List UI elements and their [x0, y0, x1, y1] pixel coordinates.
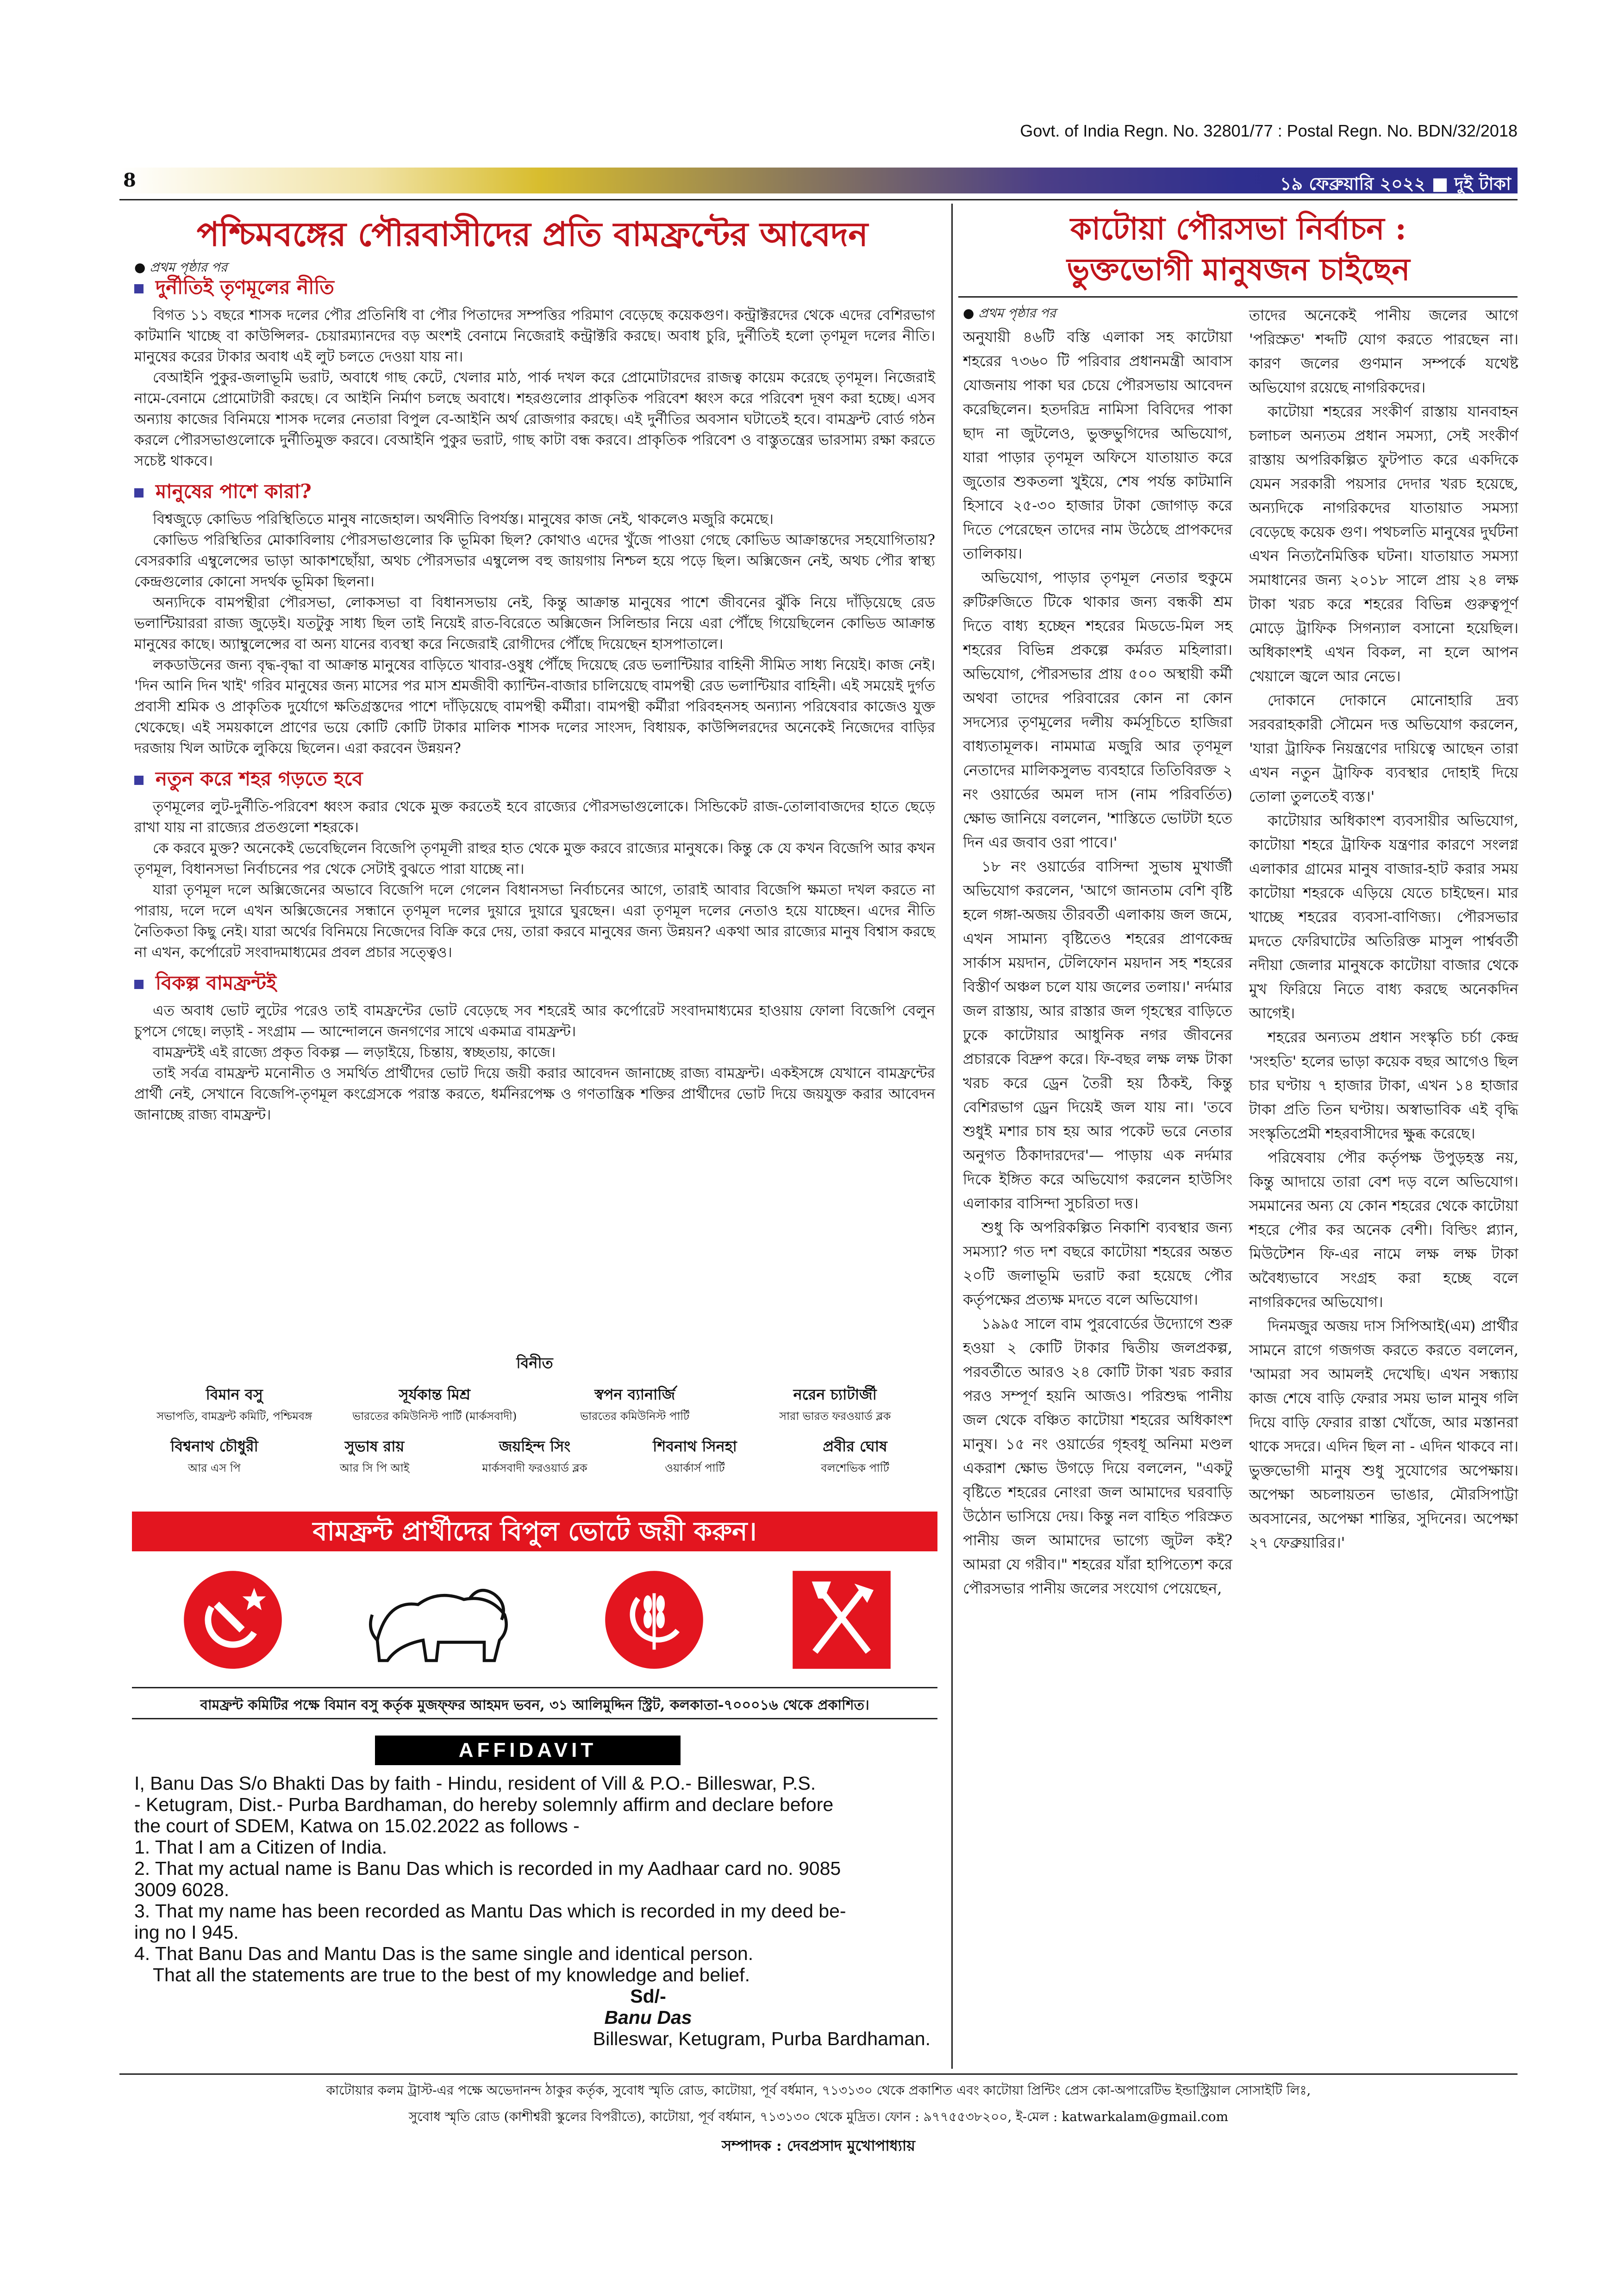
- affidavit-title: AFFIDAVIT: [375, 1736, 681, 1765]
- signatory: স্বপন ব্যানার্জি ভারতের কমিউনিস্ট পার্টি: [580, 1386, 690, 1423]
- affidavit-line: 2. That my actual name is Banu Das which is recorded in my Aadhaar card no. 9085: [134, 1858, 841, 1879]
- rule: [132, 1718, 937, 1719]
- paragraph: বামফ্রন্টই এই রাজ্যে প্রকৃত বিকল্প — লড়াইয়ে, চিন্তায়, স্বচ্ছতায়, কাজে।: [153, 1044, 556, 1061]
- section-title: দুর্নীতিই তৃণমূলের নীতি: [134, 272, 935, 305]
- signatory: শিবনাথ সিনহা ওয়ার্কার্স পার্টি: [653, 1437, 737, 1475]
- affidavit-line: - Ketugram, Dist.- Purba Bardhaman, do hereby solemnly affirm and declare before: [134, 1794, 834, 1815]
- affidavit-body: [134, 1773, 940, 2049]
- affidavit-line: That all the statements are true to the best of my knowledge and belief.: [153, 1964, 750, 1985]
- signature-block: [134, 1351, 935, 1478]
- rule: [119, 2073, 1518, 2075]
- vote-banner: বামফ্রন্ট প্রার্থীদের বিপুল ভোটে জয়ী করুন।: [132, 1512, 937, 1551]
- editor-line: সম্পাদক : দেবপ্রসাদ মুখোপাধ্যায়: [722, 2137, 915, 2154]
- paragraph: কে করবে মুক্ত? অনেকেই ভেবেছিলেন বিজেপি তৃণমূলী রাহুর হাত থেকে মুক্ত করবে রাজ্যের মানুষকে। কিন্তু কে যে কখন বিজেপি আর কখন তৃণমূল, বিধানসভা নির্বাচনের পর থেকে সেটাই বুঝতে পারা যাচ্ছে না।: [134, 840, 935, 877]
- signatory: সূর্যকান্ত মিশ্র ভারতের কমিউনিস্ট পার্টি (মার্কসবাদী): [352, 1386, 517, 1423]
- right-col-1: [963, 303, 1232, 2066]
- date-price: ১৯ ফেব্রুয়ারি ২০২২ ■ দুই টাকা: [1280, 173, 1511, 194]
- paragraph: বিগত ১১ বছরে শাসক দলের পৌর প্রতিনিধি বা পৌর পিতাদের সম্পত্তির পরিমাণ বেড়েছে কয়েকগুণ। কন্ট্রাক্টরদের থেকে এদের বেশিরভাগ কাটমানি খাচ্ছে বা কাউন্সিলর- চেয়ারম্যানদের বড় অংশই বেনামে নিজেরাই কন্ট্রাক্টরি করছে। অবাধ চুরি, দুর্নীতিই হলো তৃণমূল দলের নীতি। মানুষের করের টাকার অবাধ এই লুট চলতে দেওয়া যায় না।: [134, 307, 935, 365]
- page-number: 8: [123, 169, 136, 191]
- affidavit-line: the court of SDEM, Katwa on 15.02.2022 as follows -: [134, 1815, 580, 1836]
- affidavit-address: Billeswar, Ketugram, Purba Bardhaman.: [593, 2028, 931, 2049]
- signoff: বিনীত: [516, 1354, 553, 1372]
- affidavit-line: 4. That Banu Das and Mantu Das is the same single and identical person.: [134, 1943, 754, 1964]
- spade-axe-icon: [788, 1567, 895, 1673]
- paragraph: অনুযায়ী ৪৬টি বস্তি এলাকা সহ কাটোয়া শহরের ৭৩৬০ টি পরিবার প্রধানমন্ত্রী আবাস যোজনায় পাকা ঘর চেয়ে পৌরসভায় আবেদন করেছিলেন। হতদরিদ্র নামিসা বিবিদের পাকা ছাদ না জুটলেও, ভুক্তভুগিদের অভিযোগ, যারা পাড়ার তৃণমূল অফিসে যাতায়াত করে জুতোর শুকতলা খুইয়ে, শেষ পর্যন্ত কাটমানি হিসাবে ২৫-৩০ হাজার টাকা জোগাড় করে দিতে পেরেছেন তাদের নাম উঠেছে প্রাপকদের তালিকায়।: [963, 328, 1232, 562]
- rule: [958, 296, 1518, 298]
- paragraph: বিশ্বজুড়ে কোভিড পরিস্থিতিতে মানুষ নাজেহাল। অর্থনীতি বিপর্যস্ত। মানুষের কাজ নেই, থাকলেও মজুরি কমেছে।: [153, 511, 774, 528]
- paragraph: লকডাউনের জন্য বৃদ্ধ-বৃদ্ধা বা আক্রান্ত মানুষের বাড়িতে খাবার-ওষুধ পৌঁছে দিয়েছে রেড ভলান্টিয়ার বাহিনী সীমিত সাধ্য নিয়েই। কাজ নেই। 'দিন আনি দিন খাই' গরিব মানুষের জন্য মাসের পর মাস শ্রমজীবী ক্যান্টিন-বাজার চালিয়েছে বামপন্থী রেড ভলান্টিয়ার বাহিনী। এই সময়েই দুর্গত প্রবাসী শ্রমিক ও প্রাকৃতিক দুর্যোগে ক্ষতিগ্রস্তদের পাশে দাঁড়িয়েছে বামপন্থী কর্মীরা। বামপন্থী কর্মীরা পরিবহনসহ অন্যান্য পরিষেবার কাজেও যুক্ত থেকেছে। এই সময়কালে প্রাণের ভয়ে কোটি কোটি টাকার মালিক শাসক দলের সাংসদ, বিধায়ক, কাউন্সিলরদের অনেকেই নিজেদের বাড়ির দরজায় খিল আটকে লুকিয়ে ছিলেন। এরা করবেন উন্নয়ন?: [134, 657, 935, 757]
- top-bar: [119, 168, 1518, 193]
- affidavit-line: 3009 6028.: [134, 1879, 230, 1900]
- paragraph: কোভিড পরিস্থিতির মোকাবিলায় পৌরসভাগুলোর কি ভূমিকা ছিল? কোথাও এদের খুঁজে পাওয়া গেছে কোভিড আক্রান্তদের সহযোগিতায়? বেসরকারি এম্বুলেন্সের ভাড়া আকাশছোঁয়া, অথচ পৌরসভার এম্বুলেন্স বহু জায়গায় নিশ্চল হয়ে পড়ে ছিল। অক্সিজেন নেই, অথচ পৌর স্বাস্থ্য কেন্দ্রগুলোর কোনো সদর্থক ভূমিকা ছিলনা।: [134, 532, 935, 590]
- paragraph: তৃণমূলের লুট-দুর্নীতি-পরিবেশ ধ্বংস করার থেকে মুক্ত করতেই হবে রাজ্যের পৌরসভাগুলোকে। সিন্ডিকেট রাজ-তোলাবাজদের হাতে ছেড়ে রাখা যায় না রাজ্যের প্রতগুলো শহরকে।: [134, 798, 935, 836]
- continued-note: ● প্রথম পৃষ্ঠার পর: [963, 305, 1056, 321]
- paragraph: শহরের অন্যতম প্রধান সংস্কৃতি চর্চা কেন্দ্র 'সংহতি' হলের ভাড়া কয়েক বছর আগেও ছিল চার ঘণ্টায় ৭ হাজার টাকা, এখন ১৪ হাজার টাকা প্রতি তিন ঘণ্টায়। অস্বাভাবিক এই বৃদ্ধি সংস্কৃতিপ্রেমী শহরবাসীদের ক্ষুব্ধ করেছে।: [1249, 1028, 1518, 1142]
- paragraph: কাটোয়ার অধিকাংশ ব্যবসায়ীর অভিযোগ, কাটোয়া শহরে ট্রাফিক যন্ত্রণার কারণে সংলগ্ন এলাকার গ্রামের মানুষ বাজার-হাট করার সময় কাটোয়া শহরকে এড়িয়ে যেতে চাইছেন। মার খাচ্ছে শহরের ব্যবসা-বাণিজ্য। পৌরসভার মদতে ফেরিঘাটের অতিরিক্ত মাসুল পার্শ্ববর্তী নদীয়া জেলার মানুষকে কাটোয়া বাজার থেকে মুখ ফিরিয়ে নিতে বাধ্য করছে অনেকদিন আগেই।: [1249, 812, 1518, 1022]
- signatory: জয়হিন্দ সিং মার্কসবাদী ফরওয়ার্ড ব্লক: [482, 1437, 587, 1475]
- imprint: [119, 2080, 1518, 2159]
- affidavit-signer: Banu Das: [604, 2007, 692, 2028]
- lion-icon: [367, 1567, 520, 1673]
- registration-line: Govt. of India Regn. No. 32801/77 : Postal Regn. No. BDN/32/2018: [1020, 121, 1518, 140]
- publisher-note: বামফ্রন্ট কমিটির পক্ষে বিমান বসু কর্তৃক মুজফ্ফর আহমদ ভবন, ৩১ আলিমুদ্দিন স্ট্রিট, কলকাতা-৭০০০১৬ থেকে প্রকাশিত।: [200, 1697, 869, 1713]
- paragraph: শুধু কি অপরিকল্পিত নিকাশি ব্যবস্থার জন্য সমস্যা? গত দশ বছরে কাটোয়া শহরের অন্তত ২০টি জলাভূমি ভরাট করা হয়েছে পৌর কর্তৃপক্ষের প্রত্যক্ষ মদতে বলে অভিযোগ।: [963, 1219, 1232, 1308]
- headline-line: ভুক্তভোগী মানুষজন চাইছেন: [1067, 251, 1410, 287]
- left-article: [134, 272, 935, 1126]
- paragraph: দিনমজুর অজয় দাস সিপিআই(এম) প্রার্থীর সামনে রাগে গজগজ করতে করতে বললেন, 'আমরা সব আমলই দেখেছি। এখন সন্ধ্যায় কাজ শেষে বাড়ি ফেরার সময় ভাল মানুষ গলি দিয়ে বাড়ি ফেরার রাস্তা খোঁজে, আর মস্তানরা থাকে সদরে। এদিন ছিল না - এদিন থাকবে না। ভুক্তভোগী মানুষ শুধু সুযোগের অপেক্ষায়। অপেক্ষা অচলায়তন ভাঙার, মৌরসিপাট্টা অবসানের, অপেক্ষা শান্তির, সুদিনের। অপেক্ষা ২৭ ফেব্রুয়ারির।': [1249, 1317, 1518, 1551]
- signatory: বিমান বসু সভাপতি, বামফ্রন্ট কমিটি, পশ্চিমবঙ্গ: [156, 1386, 312, 1423]
- right-article: [963, 303, 1518, 2066]
- paragraph: বেআইনি পুকুর-জলাভূমি ভরাট, অবাধে গাছ কেটে, খেলার মাঠ, পার্ক দখল করে প্রোমোটারদের রাজত্ব কায়েম করেছে তৃণমূল। নিজেরাই নামে-বেনামে প্রোমোটারী করছে। বে আইনি নির্মাণ চলছে অবাধে। শহরগুলোর প্রাকৃতিক পরিবেশ ধ্বংস করে পরিবেশ দূষণ করা হচ্ছে। এসব অন্যায় কাজের বিনিময়ে শাসক দলের নেতারা বিপুল বে-আইনি অর্থ রোজগার করছে। এই দুর্নীতির অবসান ঘটাতেই হবে। বামফ্রন্ট বোর্ড গঠন করলে পৌরসভাগুলোকে দুর্নীতিমুক্ত করবে। বেআইনি পুকুর ভরাট, গাছ কাটা বন্ধ করবে। প্রাকৃতিক পরিবেশ ও বাস্তুতন্ত্রের ভারসাম্য রক্ষা করতে সচেষ্ট থাকবে।: [134, 369, 935, 469]
- right-col-2: [1249, 303, 1518, 2066]
- right-headline: [963, 208, 1514, 290]
- affidavit-line: 3. That my name has been recorded as Mantu Das which is recorded in my deed be-: [134, 1900, 846, 1922]
- party-logos: [139, 1560, 935, 1680]
- affidavit-line: 1. That I am a Citizen of India.: [134, 1836, 387, 1858]
- affidavit-line: I, Banu Das S/o Bhakti Das by faith - Hindu, resident of Vill & P.O.- Billeswar, P.S.: [134, 1773, 816, 1794]
- section-title: নতুন করে শহর গড়তে হবে: [134, 764, 935, 796]
- rule: [132, 1687, 937, 1688]
- section-title: মানুষের পাশে কারা?: [134, 476, 935, 509]
- paragraph: কাটোয়া শহরের সংকীর্ণ রাস্তায় যানবাহন চলাচল অন্যতম প্রধান সমস্যা, সেই সংকীর্ণ রাস্তায় অপরিকল্পিত ফুটপাত করে একদিকে যেমন সরকারী পয়সার দেদার খরচ হয়েছে, অন্যদিকে নাগরিকদের যাতায়াত সমস্যা বেড়েছে কয়েক গুণ। পথচলতি মানুষের দুর্ঘটনা এখন নিত্যনৈমিত্তিক ঘটনা। যাতায়াত সমস্যা সমাধানের জন্য ২০১৮ সালে প্রায় ২৪ লক্ষ টাকা খরচ করে শহরের বিভিন্ন গুরুত্বপূর্ণ মোড়ে ট্রাফিক সিগন্যাল বসানো হয়েছিল। অধিকাংশই এখন বিকল, না হলে আপন খেয়ালে জ্বলে আর নেভে।: [1249, 403, 1518, 685]
- paragraph: তাদের অনেকেই পানীয় জলের আগে 'পরিস্রুত' শব্দটি যোগ করতে পারছেন না। কারণ জলের গুণমান সম্পর্কে যথেষ্ট অভিযোগ রয়েছে নাগরিকদের।: [1249, 306, 1518, 396]
- paragraph: তাই সর্বত্র বামফ্রন্ট মনোনীত ও সমর্থিত প্রার্থীদের ভোট দিয়ে জয়ী করার আবেদন জানাচ্ছে রাজ্য বামফ্রন্ট। একইসঙ্গে যেখানে বামফ্রন্টের প্রার্থী নেই, সেখানে বিজেপি-তৃণমূল কংগ্রেসকে পরাস্ত করতে, ধর্মনিরপেক্ষ ও গণতান্ত্রিক শক্তির প্রার্থীদের ভোট দিয়ে জয়যুক্ত করার আবেদন জানাচ্ছে রাজ্য বামফ্রন্ট।: [134, 1065, 935, 1123]
- continued-note: ● প্রথম পৃষ্ঠার পর: [134, 260, 227, 275]
- section-title: বিকল্প বামফ্রন্টই: [134, 968, 935, 1001]
- left-headline: পশ্চিমবঙ্গের পৌরবাসীদের প্রতি বামফ্রন্টের আবেদন: [196, 214, 868, 254]
- signatory: বিশ্বনাথ চৌধুরী আর এস পি: [170, 1437, 258, 1475]
- affidavit-line: ing no I 945.: [134, 1922, 239, 1943]
- paragraph: এত অবাধ ভোট লুটের পরেও তাই বামফ্রন্টের ভোট বেড়েছে সব শহরেই আর কর্পোরেট সংবাদমাধ্যমের হাওয়ায় ফোলা বিজেপি বেলুন চুপসে গেছে। লড়াই - সংগ্রাম — আন্দোলনে জনগণের সাথে একমাত্র বামফ্রন্ট।: [134, 1002, 935, 1040]
- paragraph: পরিষেবায় পৌর কর্তৃপক্ষ উপুড়হস্ত নয়, কিন্তু আদায়ে তারা বেশ দড় বলে অভিযোগ। সমমানের অন্য যে কোন শহরের থেকে কাটোয়া শহরে পৌর কর অনেক বেশী। বিল্ডিং প্ল্যান, মিউটেশন ফি-এর নামে লক্ষ লক্ষ টাকা অবৈধ্যভাবে সংগ্রহ করা হচ্ছে বলে নাগরিকদের অভিযোগ।: [1249, 1149, 1518, 1311]
- signatory: নরেন চ্যাটার্জী সারা ভারত ফরওয়ার্ড ব্লক: [779, 1386, 891, 1423]
- rule: [119, 199, 1518, 200]
- hammer-sickle-star-icon: [180, 1567, 286, 1673]
- wheat-sickle-icon: [601, 1567, 707, 1673]
- signatory: সুভাষ রায় আর সি পি আই: [339, 1437, 410, 1475]
- imprint-line: সুবোধ স্মৃতি রোড (কাশীশ্বরী স্কুলের বিপরীতে), কাটোয়া, পূর্ব বর্ধমান, ৭১৩১৩০ থেকে মুদ্রিত। ফোন : ৯৭৭৫৫৩৮২০০, ই-মেল : katwarkalam@gmail.com: [408, 2109, 1229, 2124]
- affidavit-sd: Sd/-: [630, 1985, 666, 2007]
- signatory: প্রবীর ঘোষ বলশেভিক পার্টি: [821, 1437, 889, 1475]
- headline-line: কাটোয়া পৌরসভা নির্বাচন :: [1070, 211, 1407, 247]
- imprint-line: কাটোয়ার কলম ট্রাস্ট-এর পক্ষে অভেদানন্দ ঠাকুর কর্তৃক, সুবোধ স্মৃতি রোড, কাটোয়া, পূর্ব বর্ধমান, ৭১৩১৩০ থেকে প্রকাশিত এবং কাটোয়া প্রিন্টিং প্রেস কো-অপারেটিভ ইন্ডাস্ট্রিয়াল সোসাইটি লিঃ,: [326, 2083, 1311, 2098]
- paragraph: যারা তৃণমূল দলে অক্সিজেনের অভাবে বিজেপি দলে গেলেন বিধানসভা নির্বাচনের আগে, তারাই আবার বিজেপি ক্ষমতা দখল করতে না পারায়, দলে দলে এখন অক্সিজেনের সন্ধানে তৃণমূল দলের দুয়ারে দুয়ারে ঘুরছেন। এরা তৃণমূল দলের নেতাও হয়ে যাচ্ছেন। এদের নীতি নৈতিকতা কিছু নেই। যারা অর্থের বিনিময়ে নিজেদের বিক্রি করে দেয়, তারা করবে মানুষের জন্য উন্নয়ন? একথা আর রাজ্যের মানুষ বিশ্বাস করছে না এখন, কর্পোরেট সংবাদমাধ্যমের প্রবল প্রচার সত্ত্বেও।: [134, 882, 935, 961]
- paragraph: দোকানে দোকানে মোনোহারি দ্রব্য সরবরাহকারী সৌমেন দত্ত অভিযোগ করলেন, 'যারা ট্রাফিক নিয়ন্ত্রণের দায়িত্বে আছেন তারা এখন নতুন ট্রাফিক ব্যবস্থার দোহাই দিয়ে তোলা তুলতেই ব্যস্ত।': [1249, 691, 1518, 805]
- paragraph: ১৯৯৫ সালে বাম পুরবোর্ডের উদ্যোগে শুরু হওয়া ২ কোটি টাকার দ্বিতীয় জলপ্রকল্প, পরবর্তীতে আরও ২৪ কোটি টাকা খরচ করার পরও সম্পূর্ণ হয়নি আজও। পরিশুদ্ধ পানীয় জল থেকে বঞ্চিত কাটোয়া শহরের অধিকাংশ মানুষ। ১৫ নং ওয়ার্ডের গৃহবধূ অনিমা মণ্ডল একরাশ ক্ষোভ উগড়ে দিয়ে বললেন, "একটু বৃষ্টিতে শহরের নোংরা জল আমাদের ঘরবাড়ি উঠোন ভাসিয়ে দেয়। কিন্তু নল বাহিত পরিস্রুত পানীয় জল আমাদের ভাগ্যে জুটল কই? আমরা যে গরীব।" শহরের যাঁরা হাপিত্যেশ করে পৌরসভার পানীয় জলের সংযোগ পেয়েছেন,: [963, 1315, 1232, 1597]
- paragraph: অভিযোগ, পাড়ার তৃণমূল নেতার হুকুমে রুটিরুজিতে টিকে থাকার জন্য বন্ধকী শ্রম দিতে বাধ্য হচ্ছেন শহরের মিডডে-মিল সহ শহরের বিভিন্ন প্রকল্পে কর্মরত মহিলারা। অভিযোগ, পৌরসভার প্রায় ৫০০ অস্থায়ী কর্মী অথবা তাদের পরিবারের কোন না কোন সদস্যের তৃণমূলের দলীয় কর্মসূচিতে হাজিরা বাধ্যতামূলক। নামমাত্র মজুরি আর তৃণমূল নেতাদের মালিকসুলভ ব্যবহারে তিতিবিরক্ত ২ নং ওয়ার্ডের অমল দাস (নাম পরিবর্তিত) ক্ষোভ জানিয়ে বললেন, 'শাস্তিতে ভোটটা হতে দিন এর জবাব ওরা পাবে।': [963, 569, 1232, 851]
- paragraph: অন্যদিকে বামপন্থীরা পৌরসভা, লোকসভা বা বিধানসভায় নেই, কিন্তু আক্রান্ত মানুষের পাশে জীবনের ঝুঁকি নিয়ে দাঁড়িয়েছে রেড ভলান্টিয়াররা রাজ্য জুড়েই। যতটুকু সাধ্য ছিল তাই নিয়েই রাত-বিরেতে অক্সিজেন সিলিন্ডার নিয়ে এরা পৌঁছে গিয়েছিলেন কোভিড আক্রান্ত মানুষের কাছে। অ্যাম্বুলেন্সের বা অন্য যানের ব্যবস্থা করে নিজেরাই রোগীদের পৌঁছে দিয়েছেন হাসপাতালে।: [134, 594, 935, 653]
- column-divider: [951, 204, 953, 2069]
- paragraph: ১৮ নং ওয়ার্ডের বাসিন্দা সুভাষ মুখার্জী অভিযোগ করলেন, 'আগে জানতাম বেশি বৃষ্টি হলে গঙ্গা-অজয় তীরবর্তী এলাকায় জল জমে, এখন সামান্য বৃষ্টিতেও শহরের প্রাণকেন্দ্র সার্কাস ময়দান, টেলিফোন ময়দান সহ শহরের বিস্তীর্ণ অঞ্চল চলে যায় জলের তলায়।' নর্দমার জল রাস্তায়, আর রাস্তার জল গৃহস্থের বাড়িতে ঢুকে কাটোয়ার আধুনিক নগর জীবনের প্রচারকে বিদ্রুপ করে। ফি-বছর লক্ষ লক্ষ টাকা খরচ করে ড্রেন তৈরী হয় ঠিকই, কিন্তু বেশিরভাগ ড্রেন দিয়েই জল যায় না। 'তবে শুধুই মশার চাষ হয় আর পকেট ভরে নেতার অনুগত ঠিকাদারদের'— পাড়ায় এক নর্দমার দিকে ইঙ্গিত করে অভিযোগ করলেন হাউসিং এলাকার বাসিন্দা সুচরিতা দত্ত।: [963, 858, 1232, 1212]
